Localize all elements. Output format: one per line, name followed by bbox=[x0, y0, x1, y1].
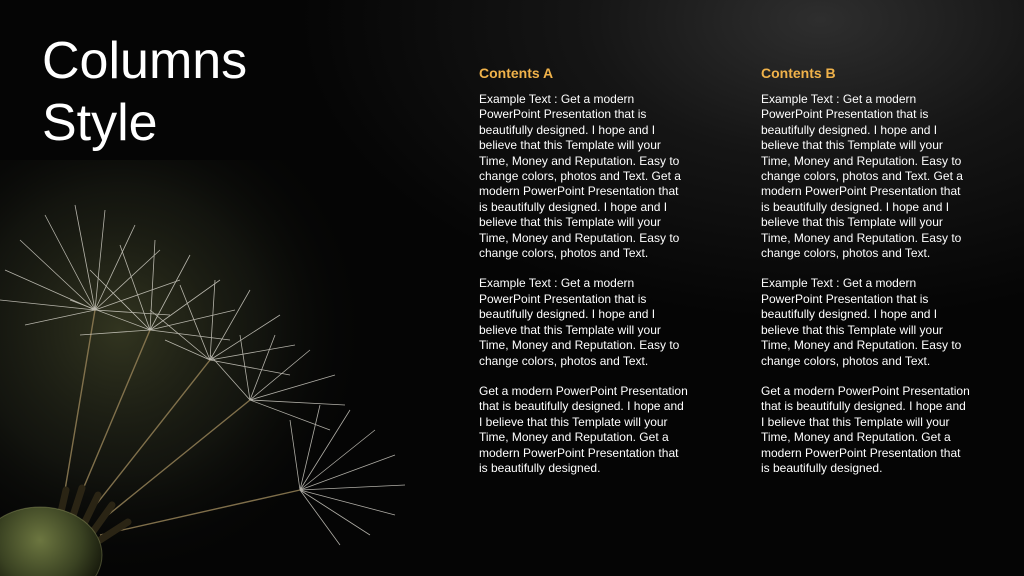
column-a-heading: Contents A bbox=[479, 65, 554, 81]
column-a-paragraph-2: Example Text : Get a modern PowerPoint Presentation that is beautifully designed. I hope and I believe that this Template will your Time, Money and Reputation. Easy to change colors, photos and Text. bbox=[479, 276, 680, 368]
slide-title-line-2: Style bbox=[42, 94, 158, 152]
slide-title-line-1: Columns bbox=[42, 32, 248, 90]
column-b-heading: Contents B bbox=[761, 65, 836, 81]
column-b-paragraph-1: Example Text : Get a modern PowerPoint Presentation that is beautifully designed. I hope and I believe that this Template will your Time, Money and Reputation. Easy to change colors, photos and Text. Get a modern PowerPoint Presentation that is beautifully designed. I hope and I believe that this Template will your Time, Money and Reputation. Easy to change colors, photos and Text. bbox=[761, 92, 963, 261]
slide-title bbox=[42, 30, 342, 154]
column-b-paragraph-3: Get a modern PowerPoint Presentation that is beautifully designed. I hope and I believe that this Template will your Time, Money and Reputation. Get a modern PowerPoint Presentation that is beautifully designed. bbox=[761, 383, 970, 475]
column-contents-b bbox=[761, 64, 971, 491]
column-a-paragraph-3: Get a modern PowerPoint Presentation that is beautifully designed. I hope and I believe that this Template will your Time, Money and Reputation. Get a modern PowerPoint Presentation that is beautifully designed. bbox=[479, 383, 688, 475]
column-a-paragraph-1: Example Text : Get a modern PowerPoint Presentation that is beautifully designed. I hope and I believe that this Template will your Time, Money and Reputation. Easy to change colors, photos and Text. Get a modern PowerPoint Presentation that is beautifully designed. I hope and I believe that this Template will your Time, Money and Reputation. Easy to change colors, photos and Text. bbox=[479, 92, 681, 261]
column-contents-a bbox=[479, 64, 689, 491]
column-b-paragraph-2: Example Text : Get a modern PowerPoint Presentation that is beautifully designed. I hope and I believe that this Template will your Time, Money and Reputation. Easy to change colors, photos and Text. bbox=[761, 276, 962, 368]
